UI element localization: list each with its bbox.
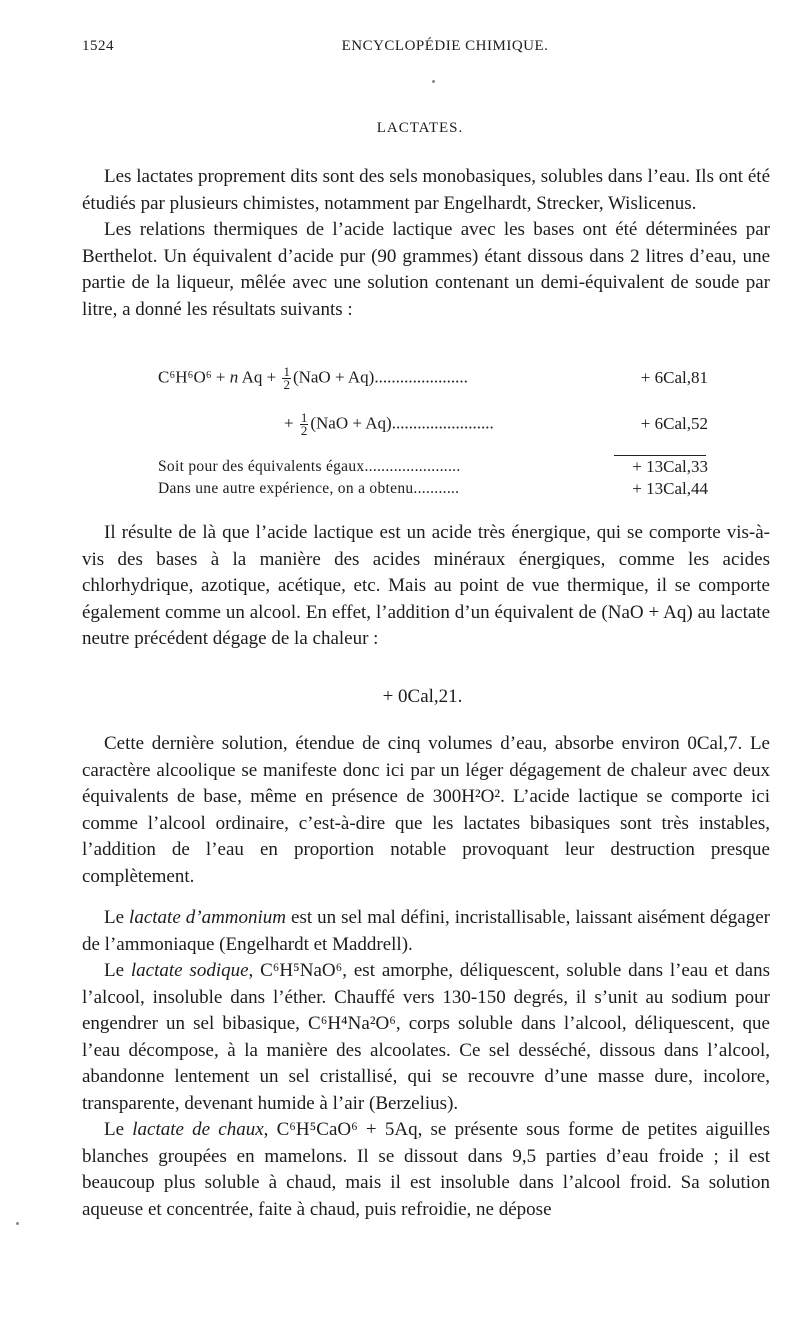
formula-part: C⁶H⁶O⁶ + bbox=[158, 367, 230, 387]
acid-strength-block bbox=[82, 520, 770, 653]
calc-line-3 bbox=[158, 458, 461, 476]
leader-dots: ...................... bbox=[374, 367, 468, 387]
formula-part: (NaO + Aq) bbox=[292, 367, 375, 387]
formula-part: Aq + bbox=[238, 367, 281, 387]
term-calcium-lactate: lactate de chaux bbox=[132, 1119, 264, 1140]
calc-value-1: + 6Cal,81 bbox=[640, 368, 708, 387]
term-sodium-lactate: lactate sodique bbox=[130, 960, 249, 981]
sum-rule bbox=[614, 455, 706, 456]
formula-variable: n bbox=[229, 367, 239, 387]
calc-label: Dans une autre expérience, on a obtenu bbox=[158, 480, 414, 497]
term-ammonium-lactate: lactate d’ammonium bbox=[129, 907, 287, 928]
paragraph-alcoholic-character: Cette dernière solution, étendue de cinq volumes d’eau, absorbe environ 0Cal,7. Le caractère alcoolique se manifeste donc ici par un léger dégagement de chaleur avec deux équivalents de base, même en présence de 300H²O². L’acide lactique se comporte ici comme l’alcool ordinaire, c’est-à-dire que les lactates bibasiques sont très instables, l’addition de l’eau en proportion notable provoquant leur destruction presque complètement. bbox=[82, 733, 770, 887]
fraction-half: $\frac{1}{2}$ bbox=[283, 364, 290, 392]
alcoholic-character-block bbox=[82, 731, 770, 890]
intro-block bbox=[82, 164, 770, 323]
section-title: LACTATES. bbox=[376, 120, 464, 136]
calc-value-3: + 13Cal,33 bbox=[632, 457, 708, 476]
paragraph-acid-strength: Il résulte de là que l’acide lactique est un acide très énergique, qui se comporte vis-à-vis des bases à la manière des acides minéraux énergiques, comme les acides chlorhydrique, azotique, acétique, etc. Mais au point de vue thermique, il se comporte également comme un alcool. En effet, l’addition d’un équivalent de (NaO + Aq) au lactate neutre précédent dégage de la chaleur : bbox=[82, 522, 770, 649]
calc-line-1 bbox=[158, 366, 468, 391]
page-number: 1524 bbox=[82, 38, 114, 54]
print-speck bbox=[16, 1222, 19, 1225]
print-speck bbox=[432, 80, 435, 83]
salts-block bbox=[82, 905, 770, 1223]
paragraph-ammonium-lactate: Le lactate d’ammonium est un sel mal défini, incristallisable, laissant aisément dégager de l’ammoniaque (Engelhardt et Maddrell). bbox=[82, 907, 770, 955]
heat-result: + 0Cal,21. bbox=[382, 686, 463, 707]
calc-label: Soit pour des équivalents égaux bbox=[158, 458, 365, 475]
paragraph-thermal-relations: Les relations thermiques de l’acide lactique avec les bases ont été déterminées par Berthelot. Un équivalent d’acide pur (90 grammes) étant dissous dans 2 litres d’eau, une partie de la liqueur, mêlée avec une solution contenant un demi-équivalent de soude par litre, a donné les résultats suivants : bbox=[82, 219, 770, 320]
paragraph-calcium-lactate: Le lactate de chaux, C⁶H⁵CaO⁶ + 5Aq, se présente sous forme de petites aiguilles blanches groupées en mamelons. Il se dissout dans 9,5 parties d’eau froide ; il est beaucoup plus soluble à chaud, mais il est insoluble dans l’alcool froid. Sa solution aqueuse et concentrée, faite à chaud, puis refroidie, ne dépose bbox=[82, 1119, 770, 1220]
formula-part: (NaO + Aq) bbox=[310, 413, 392, 433]
leader-dots: ........................ bbox=[391, 413, 494, 433]
calc-line-4 bbox=[158, 480, 459, 498]
paragraph-sodium-lactate: Le lactate sodique, C⁶H⁵NaO⁶, est amorphe, déliquescent, soluble dans l’eau et dans l’alcool, insoluble dans l’éther. Chauffé vers 130-150 degrés, il s’unit au sodium pour engendrer un sel bibasique, C⁶H⁴Na²O⁶, corps soluble dans l’alcool, déliquescent, que l’eau décompose, à la manière des alcoolates. Ce sel desséché, dissous dans l’alcool, abandonne lentement un sel cristallisé, qui se recouvre d’une masse dure, incolore, transparente, devenant humide à l’air (Berzelius). bbox=[82, 960, 771, 1114]
calc-value-4: + 13Cal,44 bbox=[632, 479, 708, 498]
leader-dots: ....................... bbox=[364, 458, 461, 475]
calc-value-2: + 6Cal,52 bbox=[640, 414, 708, 433]
fraction-half: $\frac{1}{2}$ bbox=[300, 410, 308, 438]
paragraph-lactates-definition: Les lactates proprement dits sont des sels monobasiques, solubles dans l’eau. Ils ont été étudiés par plusieurs chimistes, notamment par Engelhardt, Strecker, Wislicenus. bbox=[82, 166, 770, 214]
leader-dots: ........... bbox=[413, 480, 460, 497]
formula-part: + bbox=[284, 413, 298, 433]
running-title: ENCYCLOPÉDIE CHIMIQUE. bbox=[341, 38, 549, 54]
calc-line-2 bbox=[284, 412, 494, 437]
